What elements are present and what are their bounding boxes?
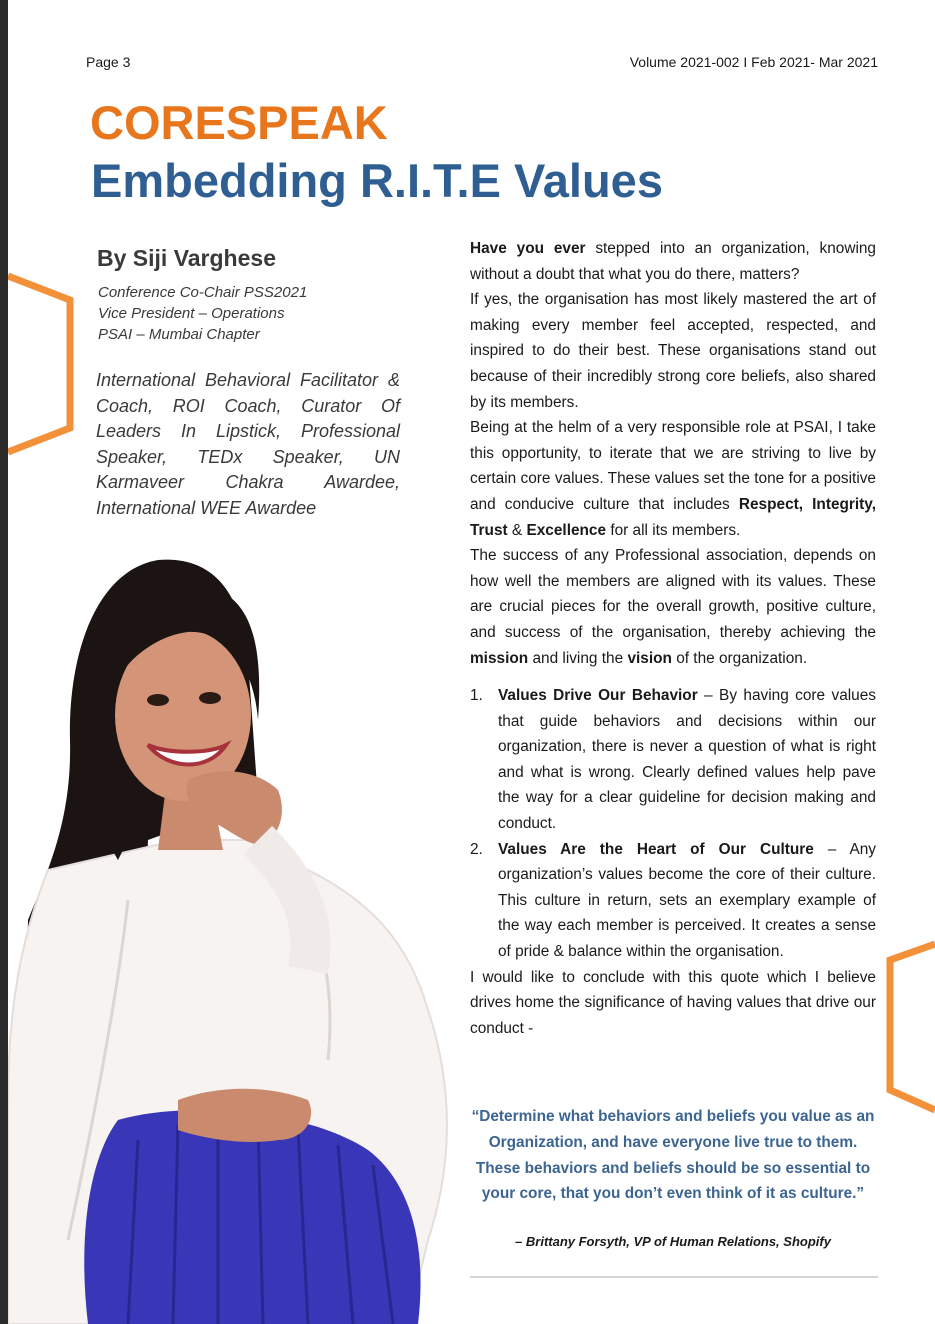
mission-keyword: mission (470, 649, 529, 667)
article-headline: Embedding R.I.T.E Values (91, 154, 663, 207)
article-body (470, 236, 876, 1041)
value-respect: Respect, (738, 495, 804, 513)
footer-divider (470, 1276, 878, 1278)
article-paragraph (470, 543, 876, 671)
paragraph-text: stepped into an organization, knowing without a doubt that what you do there, matters? (470, 240, 876, 283)
article-paragraph (470, 415, 876, 543)
author-photo (8, 540, 468, 1324)
list-item-text: – By having core values that guide behaviors and decisions within our organization, there is never a question of what is right and what is wrong. Clearly defined values help pave the way for a clear guideline for decision making and conduct. (498, 687, 876, 833)
ampersand: & (507, 521, 527, 539)
list-item (470, 837, 876, 965)
article-paragraph: If yes, the organisation has most likely mastered the art of making every member feel accepted, respected, and inspired to do their best. These organisations stand out because of their incredibly strong core beliefs, also shared by its members. (470, 291, 876, 411)
values-list (470, 683, 876, 965)
list-number: 2. (470, 840, 483, 858)
lead-phrase: Have you ever (470, 240, 586, 257)
paragraph-text: of the organization. (671, 649, 808, 667)
paragraph-text: Being at the helm of a very responsible role at PSAI, I take this opportunity, to iterate that we are striving to live by certain core values. These values set the tone for a positive and conducive culture that includes (470, 419, 876, 513)
pull-quote: “Determine what behaviors and beliefs you value as an Organization, and have everyone live true to them. These behaviors and beliefs should be so essential to your core, that you don’t even think of it as culture.” (471, 1108, 875, 1203)
list-item-title: Values Drive Our Behavior (498, 687, 698, 705)
paragraph-text: The success of any Professional association, depends on how well the members are aligned with its values. These are crucial pieces for the overall growth, positive culture, and success of the organisation, thereby achieving the (470, 547, 876, 641)
author-roles (98, 282, 307, 345)
value-integrity-trust: Integrity, Trust (470, 495, 876, 539)
hexagon-decoration-right (884, 938, 935, 1118)
section-kicker: CORESPEAK (90, 96, 388, 149)
list-item (470, 683, 876, 837)
author-byline: By Siji Varghese (97, 245, 276, 271)
list-number: 1. (470, 687, 483, 705)
author-role: Vice President – Operations (98, 305, 285, 322)
page-number: Page 3 (86, 54, 131, 70)
list-item-text: – Any organization’s values become the core of their culture. This culture in return, sets an exemplary example of the way each member is perceived. It creates a sense of pride & balance within the organisation. (498, 840, 876, 961)
paragraph-text: for all its members. (606, 521, 741, 539)
author-role: PSAI – Mumbai Chapter (98, 326, 260, 343)
value-excellence: Excellence (526, 521, 607, 539)
author-bio: International Behavioral Facilitator & Coach, ROI Coach, Curator Of Leaders In Lipstick, Professional Speaker, TEDx Speaker, UN Karmaveer Chakra Awardee, International WEE Awardee (96, 370, 400, 518)
hexagon-decoration-left (8, 268, 78, 458)
volume-info: Volume 2021-002 I Feb 2021- Mar 2021 (629, 54, 878, 70)
vision-keyword: vision (627, 649, 672, 667)
quote-attribution: – Brittany Forsyth, VP of Human Relations, Shopify (515, 1234, 831, 1249)
author-role: Conference Co-Chair PSS2021 (98, 284, 308, 301)
paragraph-text: and living the (528, 649, 628, 667)
list-item-title: Values Are the Heart of Our Culture (498, 840, 814, 858)
conclusion-paragraph: I would like to conclude with this quote which I believe drives home the significance of having values that drive our conduct - (470, 968, 876, 1037)
page-edge-shadow (0, 0, 8, 1324)
article-paragraph (470, 236, 876, 287)
